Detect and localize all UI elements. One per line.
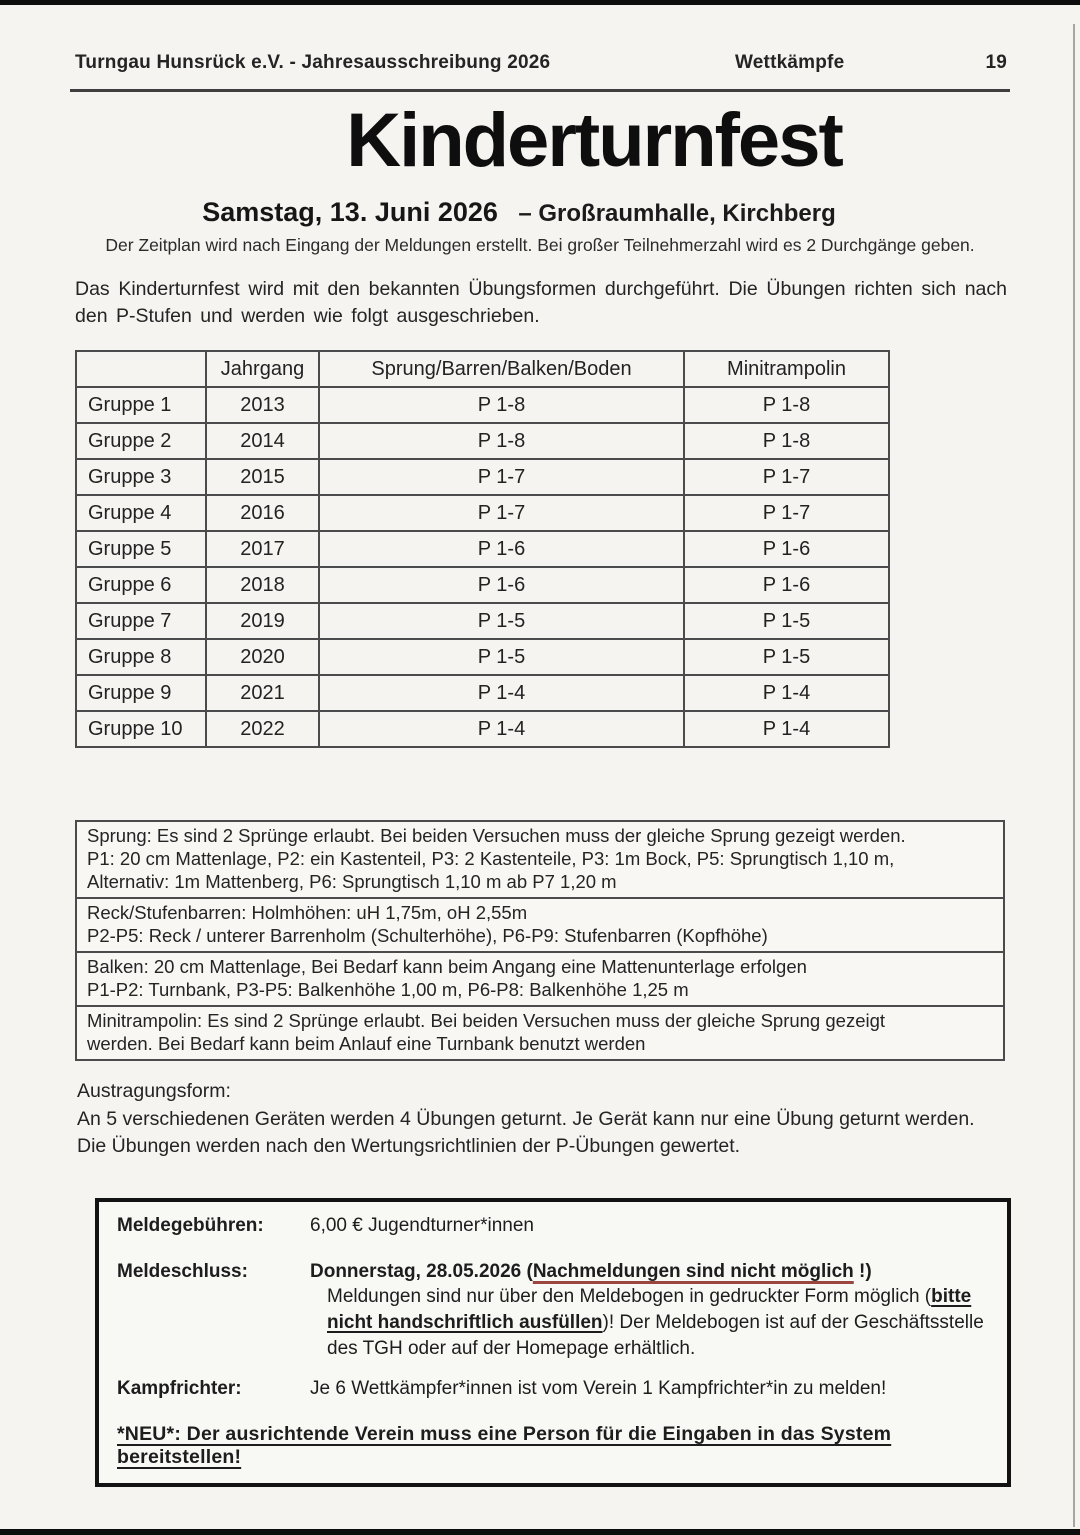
deadline-label: Meldeschluss:	[117, 1261, 248, 1282]
cell-group: Gruppe 6	[76, 567, 206, 603]
format-line: Die Übungen werden nach den Wertungsrichtlinien der P-Übungen gewertet.	[77, 1135, 741, 1157]
cell-minitramp: P 1-8	[684, 387, 889, 423]
cell-apparatus: P 1-4	[319, 711, 684, 747]
header-cell-year: Jahrgang	[206, 351, 319, 387]
deadline-details-emphasis: bitte nicht handschriftlich ausfüllen	[327, 1286, 972, 1333]
schedule-note: Der Zeitplan wird nach Eingang der Meldungen erstellt. Bei großer Teilnehmerzahl wird es 2 Durchgänge geben.	[105, 235, 975, 255]
cell-year: 2020	[206, 639, 319, 675]
cell-year: 2013	[206, 387, 319, 423]
judges-label: Kampfrichter:	[117, 1378, 242, 1399]
deadline-date: Donnerstag, 28.05.2026 (	[310, 1261, 533, 1282]
cell-apparatus: P 1-5	[319, 639, 684, 675]
note-line: Balken: 20 cm Mattenlage, Bei Bedarf kann beim Angang eine Mattenunterlage erfolgen	[87, 956, 807, 977]
cell-group: Gruppe 2	[76, 423, 206, 459]
cell-year: 2021	[206, 675, 319, 711]
judges-value: Je 6 Wettkämpfer*innen ist vom Verein 1 Kampfrichter*in zu melden!	[310, 1378, 887, 1399]
cell-apparatus: P 1-6	[319, 567, 684, 603]
cell-apparatus: P 1-8	[319, 423, 684, 459]
note-sprung	[77, 822, 1003, 897]
deadline-row	[117, 1261, 989, 1283]
cell-minitramp: P 1-7	[684, 459, 889, 495]
cell-minitramp: P 1-8	[684, 423, 889, 459]
groups-table	[75, 350, 890, 748]
note-line: P2-P5: Reck / unterer Barrenholm (Schulterhöhe), P6-P9: Stufenbarren (Kopfhöhe)	[87, 925, 768, 946]
cell-year: 2017	[206, 531, 319, 567]
competition-format-section	[77, 1078, 1012, 1161]
deadline-highlight: Nachmeldungen sind nicht möglich	[532, 1261, 854, 1282]
deadline-value	[310, 1261, 989, 1283]
cell-group: Gruppe 5	[76, 531, 206, 567]
cell-minitramp: P 1-5	[684, 603, 889, 639]
cell-group: Gruppe 9	[76, 675, 206, 711]
cell-apparatus: P 1-7	[319, 495, 684, 531]
cell-year: 2015	[206, 459, 319, 495]
new-requirement-note: *NEU*: Der ausrichtende Verein muss eine Person für die Eingaben in das System bereitstellen!	[117, 1423, 892, 1468]
event-subtitle	[0, 197, 1080, 228]
cell-apparatus: P 1-4	[319, 675, 684, 711]
cell-group: Gruppe 4	[76, 495, 206, 531]
cell-year: 2018	[206, 567, 319, 603]
note-line: P1-P2: Turnbank, P3-P5: Balkenhöhe 1,00 m, P6-P8: Balkenhöhe 1,25 m	[87, 979, 689, 1000]
table-row	[76, 567, 889, 603]
table-row	[76, 639, 889, 675]
header-cell-apparatus: Sprung/Barren/Balken/Boden	[319, 351, 684, 387]
event-date: Samstag, 13. Juni 2026	[202, 197, 498, 227]
format-heading: Austragungsform:	[77, 1080, 231, 1102]
table-header-row	[76, 351, 889, 387]
fees-row	[117, 1215, 989, 1237]
deadline-details-text: )! Der Meldebogen ist auf der Geschäftsstelle des TGH oder auf der Homepage erhältlich.	[327, 1312, 984, 1359]
cell-apparatus: P 1-7	[319, 459, 684, 495]
header-cell-minitramp: Minitrampolin	[684, 351, 889, 387]
scan-edge-bottom	[0, 1529, 1080, 1535]
cell-apparatus: P 1-5	[319, 603, 684, 639]
cell-group: Gruppe 10	[76, 711, 206, 747]
note-line: Reck/Stufenbarren: Holmhöhen: uH 1,75m, oH 2,55m	[87, 902, 528, 923]
note-minitrampolin	[77, 1005, 1003, 1059]
cell-minitramp: P 1-7	[684, 495, 889, 531]
note-line: Minitrampolin: Es sind 2 Sprünge erlaubt. Bei beiden Versuchen muss der gleiche Sprung gezeigt	[87, 1010, 886, 1031]
event-title: Kinderturnfest	[346, 98, 842, 183]
page-number: 19	[985, 52, 1007, 73]
intro-paragraph: Das Kinderturnfest wird mit den bekannten Übungsformen durchgeführt. Die Übungen richten sich nach den P-Stufen und werden wie folgt ausgeschrieben.	[75, 278, 1007, 327]
cell-apparatus: P 1-6	[319, 531, 684, 567]
note-line: P1: 20 cm Mattenlage, P2: ein Kastenteil, P3: 2 Kastenteile, P3: 1m Bock, P5: Sprungtisch 1,10 m,	[87, 848, 895, 869]
note-line: Sprung: Es sind 2 Sprünge erlaubt. Bei beiden Versuchen muss der gleiche Sprung gezeigt werden.	[87, 825, 906, 846]
cell-minitramp: P 1-4	[684, 675, 889, 711]
header-publication-title: Turngau Hunsrück e.V. - Jahresausschreibung 2026	[75, 52, 551, 73]
fees-label: Meldegebühren:	[117, 1215, 264, 1236]
cell-minitramp: P 1-6	[684, 567, 889, 603]
note-line: Alternativ: 1m Mattenberg, P6: Sprungtisch 1,10 m ab P7 1,20 m	[87, 871, 617, 892]
table-row	[76, 387, 889, 423]
table-row	[76, 603, 889, 639]
header-divider	[70, 89, 1010, 92]
cell-year: 2016	[206, 495, 319, 531]
table-row	[76, 459, 889, 495]
header-section-label: Wettkämpfe	[735, 52, 845, 73]
cell-group: Gruppe 8	[76, 639, 206, 675]
note-reck-stufenbarren	[77, 897, 1003, 951]
cell-group: Gruppe 7	[76, 603, 206, 639]
table-row	[76, 675, 889, 711]
cell-year: 2019	[206, 603, 319, 639]
cell-minitramp: P 1-4	[684, 711, 889, 747]
cell-apparatus: P 1-8	[319, 387, 684, 423]
table-row	[76, 711, 889, 747]
judges-row	[117, 1378, 989, 1400]
registration-info-box	[95, 1198, 1011, 1487]
note-balken	[77, 951, 1003, 1005]
cell-group: Gruppe 3	[76, 459, 206, 495]
table-row	[76, 423, 889, 459]
scan-edge-top	[0, 0, 1080, 5]
header-cell-empty	[76, 351, 206, 387]
note-line: werden. Bei Bedarf kann beim Anlauf eine Turnbank benutzt werden	[87, 1033, 646, 1054]
fees-value: 6,00 € Jugendturner*innen	[310, 1215, 534, 1236]
cell-minitramp: P 1-6	[684, 531, 889, 567]
deadline-details-text: Meldungen sind nur über den Meldebogen in gedruckter Form möglich (	[327, 1286, 932, 1307]
cell-minitramp: P 1-5	[684, 639, 889, 675]
cell-year: 2014	[206, 423, 319, 459]
page-header	[75, 52, 1010, 80]
deadline-suffix: !)	[853, 1261, 872, 1282]
event-location: – Großraumhalle, Kirchberg	[518, 200, 836, 227]
table-row	[76, 495, 889, 531]
cell-group: Gruppe 1	[76, 387, 206, 423]
cell-year: 2022	[206, 711, 319, 747]
equipment-notes-box	[75, 820, 1005, 1061]
format-line: An 5 verschiedenen Geräten werden 4 Übungen geturnt. Je Gerät kann nur eine Übung geturnt werden.	[77, 1107, 975, 1130]
deadline-details	[327, 1284, 1005, 1362]
table-row	[76, 531, 889, 567]
